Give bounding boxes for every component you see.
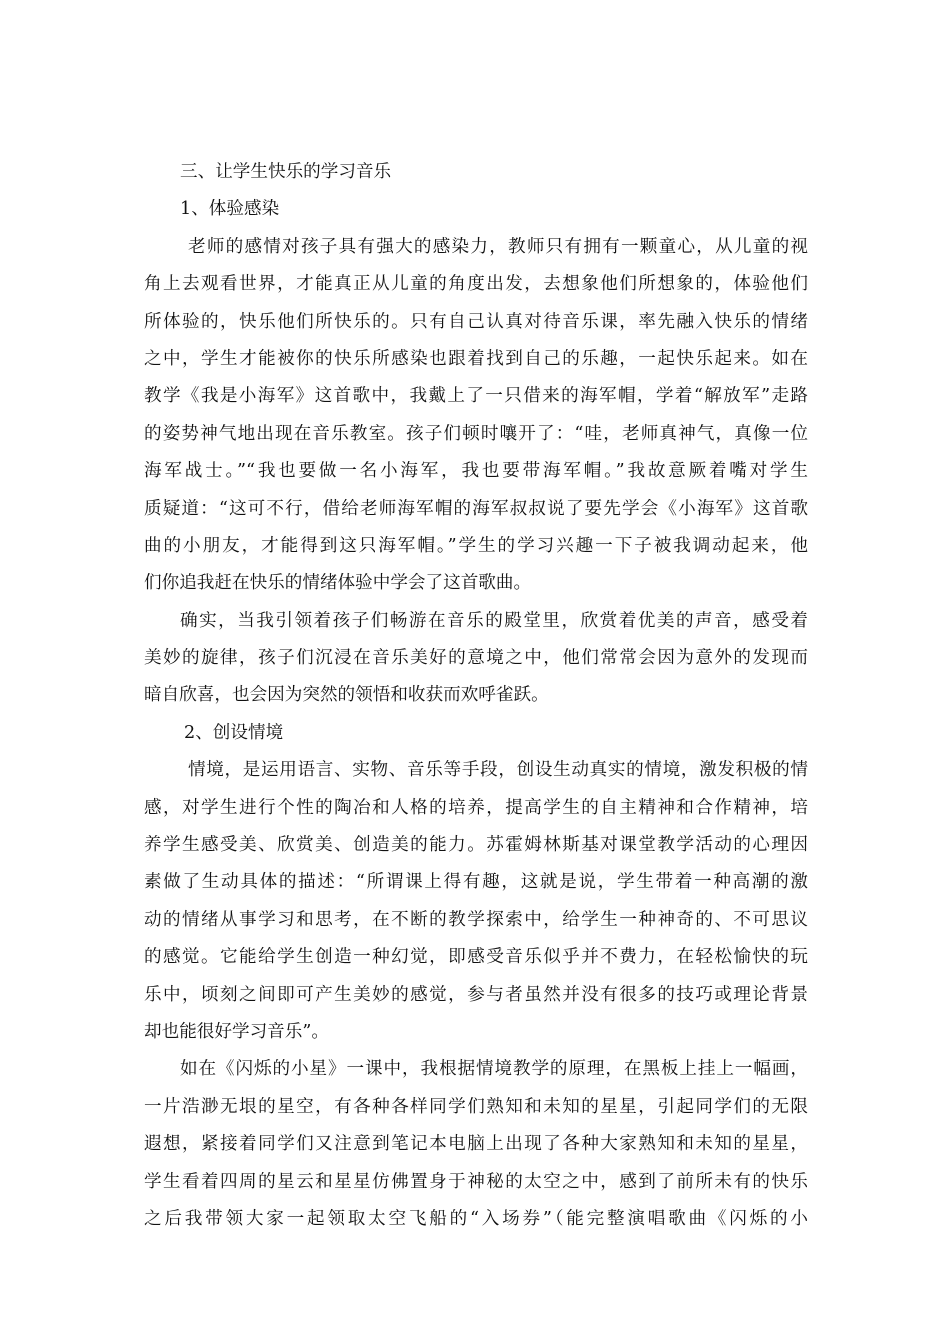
paragraph-line: 暗自欣喜，也会因为突然的领悟和收获而欢呼雀跃。 — [144, 685, 549, 706]
paragraph-3 — [144, 752, 808, 1051]
paragraph-line: 感，对学生进行个性的陶冶和人格的培养，提高学生的自主精神和合作精神，培 — [144, 797, 808, 818]
paragraph-1 — [144, 229, 808, 603]
paragraph-4 — [144, 1051, 808, 1238]
paragraph-line: 们你追我赶在快乐的情绪体验中学会了这首歌曲。 — [144, 573, 532, 594]
paragraph-line: 动的情绪从事学习和思考，在不断的教学探索中，给学生一种神奇的、不可思议 — [144, 909, 808, 930]
paragraph-line: 之中，学生才能被你的快乐所感染也跟着找到自己的乐趣，一起快乐起来。如在 — [144, 348, 808, 369]
paragraph-line: 情境，是运用语言、实物、音乐等手段，创设生动真实的情境，激发积极的情 — [188, 760, 808, 781]
paragraph-line: 养学生感受美、欣赏美、创造美的能力。苏霍姆林斯基对课堂教学活动的心理因 — [144, 835, 808, 856]
paragraph-line: 老师的感情对孩子具有强大的感染力，教师只有拥有一颗童心，从儿童的视 — [188, 236, 808, 257]
paragraph-line: 的姿势神气地出现在音乐教室。孩子们顿时嚷开了：“哇，老师真神气，真像一位 — [144, 423, 808, 444]
paragraph-line: 遐想，紧接着同学们又注意到笔记本电脑上出现了各种大家熟知和未知的星星， — [144, 1134, 808, 1155]
document-body — [144, 154, 808, 1238]
paragraph-line: 一片浩渺无垠的星空，有各种各样同学们熟知和未知的星星，引起同学们的无限 — [144, 1096, 808, 1117]
paragraph-line: 之后我带领大家一起领取太空飞船的“入场券”（能完整演唱歌曲《闪烁的小 — [144, 1208, 808, 1229]
paragraph-line: 如在《闪烁的小星》一课中，我根据情境教学的原理，在黑板上挂上一幅画， — [180, 1059, 808, 1080]
paragraph-line: 素做了生动具体的描述：“所谓课上得有趣，这就是说，学生带着一种高潮的激 — [144, 872, 808, 893]
paragraph-2 — [144, 603, 808, 715]
paragraph-line: 海军战士。”“我也要做一名小海军，我也要带海军帽。”我故意厥着嘴对学生 — [144, 461, 808, 482]
paragraph-line: 确实，当我引领着孩子们畅游在音乐的殿堂里，欣赏着优美的声音，感受着 — [180, 610, 808, 631]
paragraph-line: 美妙的旋律，孩子们沉浸在音乐美好的意境之中，他们常常会因为意外的发现而 — [144, 648, 808, 669]
paragraph-line: 的感觉。它能给学生创造一种幻觉，即感受音乐似乎并不费力，在轻松愉快的玩 — [144, 947, 808, 968]
paragraph-line: 教学《我是小海军》这首歌中，我戴上了一只借来的海军帽，学着“解放军”走路 — [144, 386, 808, 407]
paragraph-line: 学生看着四周的星云和星星仿佛置身于神秘的太空之中，感到了前所未有的快乐 — [144, 1171, 808, 1192]
paragraph-line: 却也能很好学习音乐”。 — [144, 1021, 329, 1042]
paragraph-line: 质疑道：“这可不行，借给老师海军帽的海军叔叔说了要先学会《小海军》这首歌 — [144, 498, 808, 519]
paragraph-line: 角上去观看世界，才能真正从儿童的角度出发，去想象他们所想象的，体验他们 — [144, 274, 808, 295]
subsection-heading-1: 1、体验感染 — [180, 199, 280, 220]
section-heading: 三、让学生快乐的学习音乐 — [180, 162, 392, 182]
subsection-heading-2: 2、创设情境 — [184, 722, 284, 743]
paragraph-line: 乐中，顷刻之间即可产生美妙的感觉，参与者虽然并没有很多的技巧或理论背景 — [144, 984, 808, 1005]
paragraph-line: 曲的小朋友，才能得到这只海军帽。”学生的学习兴趣一下子被我调动起来，他 — [144, 535, 808, 556]
paragraph-line: 所体验的，快乐他们所快乐的。只有自己认真对待音乐课，率先融入快乐的情绪 — [144, 311, 808, 332]
